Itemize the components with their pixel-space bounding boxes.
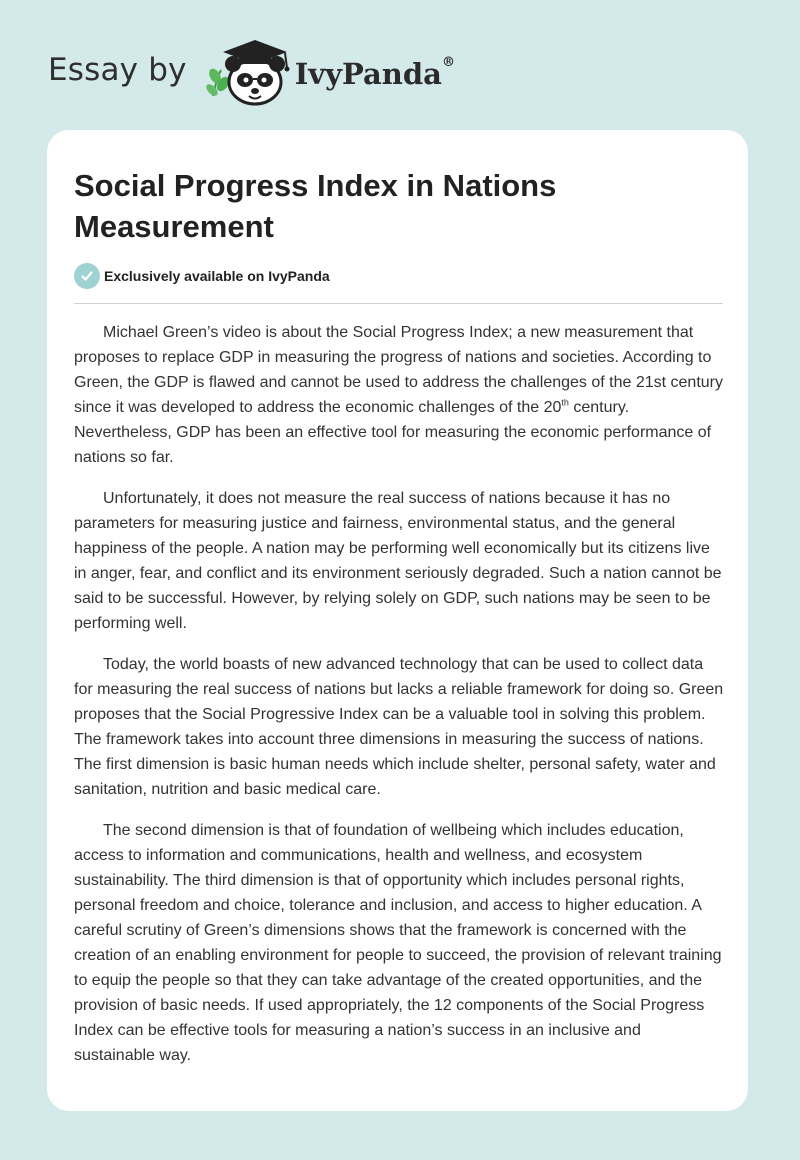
exclusive-badge [74,263,330,289]
divider [74,303,723,304]
paragraph-1-text: Michael Green’s video is about the Social Progress Index; a new measurement that proposes to replace GDP in measuring the progress of nations and societies. According to Green, the GDP is flawed and cannot be used to address the challenges of the 21st century since it was developed to address the economic challenges of the 20 [74,324,723,416]
article-body [74,320,724,1084]
ordinal-superscript: th [561,397,569,408]
essay-by-label: Essay by [48,52,187,88]
article-title: Social Progress Index in Nations Measurement [74,168,557,244]
paragraph-3: Today, the world boasts of new advanced technology that can be used to collect data for measuring the real success of nations but lacks a reliable framework for doing so. Green proposes that the Social Progressive Index can be a valuable tool in solving this problem. The framework takes into account three dimensions in measuring the success of nations. The first dimension is basic human needs which include shelter, personal safety, water and sanitation, nutrition and basic medical care. [74,656,724,798]
brand-name-text: IvyPanda [294,57,442,91]
paragraph-1-text-end: century. Nevertheless, GDP has been an effective tool for measuring the economic performance of nations so far. [74,399,712,466]
brand-header [48,36,455,108]
exclusive-badge-label: Exclusively available on IvyPanda [104,268,330,284]
check-icon [74,263,100,289]
paragraph-4: The second dimension is that of foundation of wellbeing which includes education, access to information and communications, health and wellness, and ecosystem sustainability. The third dimension is that of opportunity which includes personal rights, personal freedom and choice, tolerance and inclusion, and access to higher education. A careful scrutiny of Green’s dimensions shows that the framework is concerned with the creation of an enabling environment for people to succeed, the provision of relevant training to equip the people so that they can take advantage of the created opportunities, and the provision of basic needs. If used appropriately, the 12 components of the Social Progress Index can be effective tools for measuring a nation’s success in an inclusive and sustainable way. [74,822,722,1064]
registered-mark: ® [441,55,455,70]
paragraph-2: Unfortunately, it does not measure the real success of nations because it has no parameters for measuring justice and fairness, environmental status, and the general happiness of the people. A nation may be performing well economically but its citizens live in anger, fear, and conflict and its environment seriously degraded. Such a nation cannot be said to be successful. However, by relying solely on GDP, such nations may be seen to be performing well. [74,490,722,632]
article-card [47,130,748,1111]
brand-name [295,57,455,91]
panda-graduate-logo-icon [201,36,297,108]
paragraph-1 [74,320,724,470]
